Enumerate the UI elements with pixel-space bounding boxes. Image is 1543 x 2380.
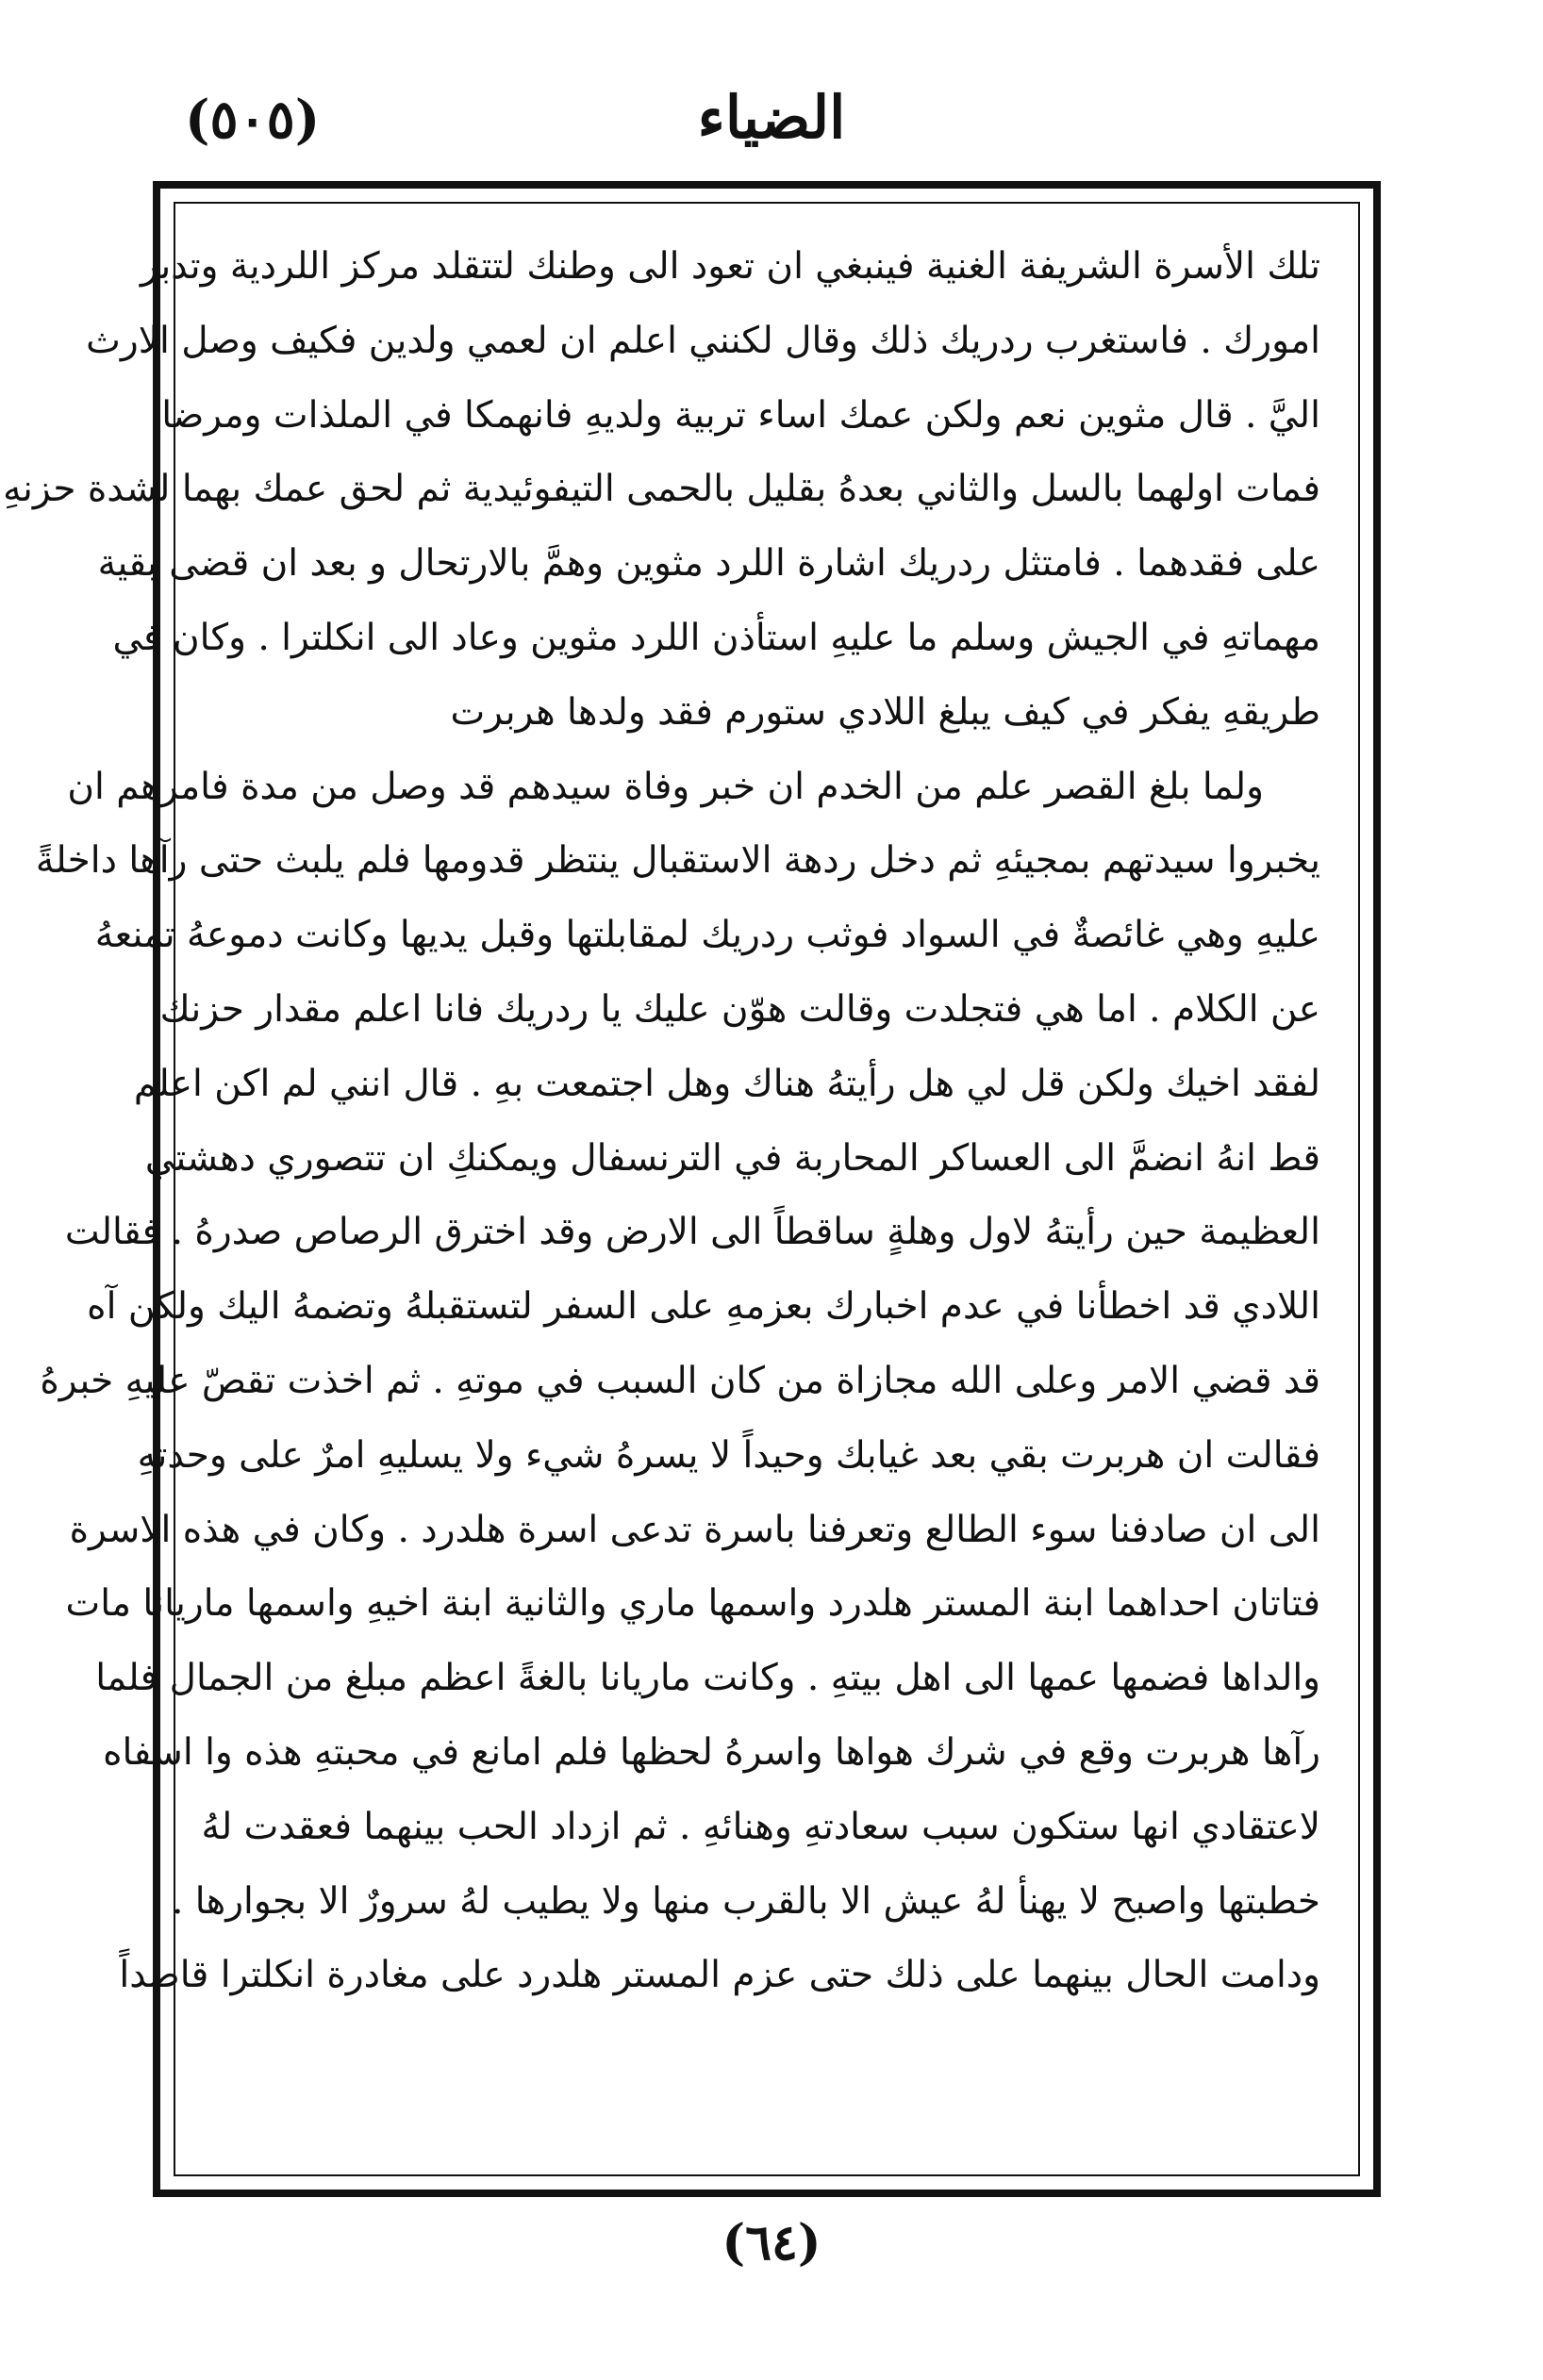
body-line: قط انهُ انضمَّ الى العساكر المحاربة في الترنسفال ويمكنكِ ان تتصوري دهشتي: [144, 1136, 1320, 1180]
body-line: امورك . فاستغرب ردريك ذلك وقال لكنني اعلم ان لعمي ولدين فكيف وصل الارث: [86, 319, 1320, 362]
body-line: فقالت ان هربرت بقي بعد غيابك وحيداً لا يسرهُ شيء ولا يسليهِ امرٌ على وحدتهِ: [137, 1433, 1320, 1477]
body-line: اللادي قد اخطأنا في عدم اخبارك بعزمهِ على السفر لتستقبلهُ وتضمهُ اليك ولكن آه: [87, 1285, 1320, 1329]
body-line: لفقد اخيك ولكن قل لي هل رأيتهُ هناك وهل اجتمعت بهِ . قال انني لم اكن اعلم: [133, 1062, 1320, 1105]
body-line: تلك الأسرة الشريفة الغنية فينبغي ان تعود الى وطنك لتتقلد مركز اللردية وتدبر: [140, 245, 1320, 288]
body-line: طريقهِ يفكر في كيف يبلغ اللادي ستورم فقد ولدها هربرت: [450, 690, 1320, 734]
body-line: مهماتهِ في الجيش وسلم ما عليهِ استأذن اللرد مثوين وعاد الى انكلترا . وكان في: [112, 616, 1320, 659]
body-line: عليهِ وهي غائصةٌ في السواد فوثب ردريك لمقابلتها وقبل يديها وكانت دموعهُ تمنعهُ: [94, 914, 1320, 957]
page-header: [0, 66, 1543, 170]
page-number: (٦٤): [722, 2214, 821, 2272]
page-frame-inner: [3, 202, 1360, 2176]
body-line: اليَّ . قال مثوين نعم ولكن عمك اساء تربية ولديهِ فانهمكا في الملذات ومرضا: [161, 393, 1320, 437]
body-line: لاعتقادي انها ستكون سبب سعادتهِ وهنائهِ . ثم ازداد الحب بينهما فعقدت لهُ: [201, 1805, 1320, 1848]
issue-number: (٥٠٥): [185, 89, 321, 151]
body-line: ودامت الحال بينهما على ذلك حتى عزم المستر هلدرد على مغادرة انكلترا قاصداً: [119, 1954, 1320, 1997]
journal-title: الضياء: [697, 83, 846, 152]
article-body: [3, 230, 1320, 2013]
body-line: عن الكلام . اما هي فتجلدت وقالت هوّن عليك يا ردريك فانا اعلم مقدار حزنك: [159, 987, 1320, 1031]
body-line: ولما بلغ القصر علم من الخدم ان خبر وفاة سيدهم قد وصل من مدة فامرهم ان: [67, 765, 1264, 808]
body-line: يخبروا سيدتهم بمجيئهِ ثم دخل ردهة الاستقبال ينتظر قدومها فلم يلبث حتى رآها داخلةً: [35, 839, 1320, 883]
body-line: على فقدهما . فامتثل ردريك اشارة اللرد مثوين وهمَّ بالارتحال و بعد ان قضى بقية: [97, 542, 1320, 586]
body-line: فتاتان احداهما ابنة المستر هلدرد واسمها ماري والثانية ابنة اخيهِ واسمها ماريانا مات: [65, 1582, 1320, 1626]
body-line: والداها فضمها عمها الى اهل بيتهِ . وكانت ماريانا بالغةً اعظم مبلغ من الجمال فلما: [95, 1657, 1320, 1700]
page-frame: [3, 181, 1381, 2197]
body-line: قد قضي الامر وعلى الله مجازاة من كان السبب في موتهِ . ثم اخذت تقصّ عليهِ خبرهُ: [40, 1359, 1320, 1402]
body-line: الى ان صادفنا سوء الطالع وتعرفنا باسرة تدعى اسرة هلدرد . وكان في هذه الاسرة: [69, 1508, 1320, 1551]
body-line: فمات اولهما بالسل والثاني بعدهُ بقليل بالحمى التيفوئيدية ثم لحق عمك بهما لشدة حزنهِ: [3, 468, 1320, 511]
body-line: خطبتها واصبح لا يهنأ لهُ عيش الا بالقرب منها ولا يطيب لهُ سرورٌ الا بجوارها .: [171, 1879, 1320, 1923]
body-line: رآها هربرت وقع في شرك هواها واسرهُ لحظها فلم امانع في محبتهِ هذه وا اسفاه: [103, 1730, 1320, 1774]
body-line: العظيمة حين رأيتهُ لاول وهلةٍ ساقطاً الى الارض وقد اخترق الرصاص صدرهُ . فقالت: [64, 1211, 1320, 1254]
